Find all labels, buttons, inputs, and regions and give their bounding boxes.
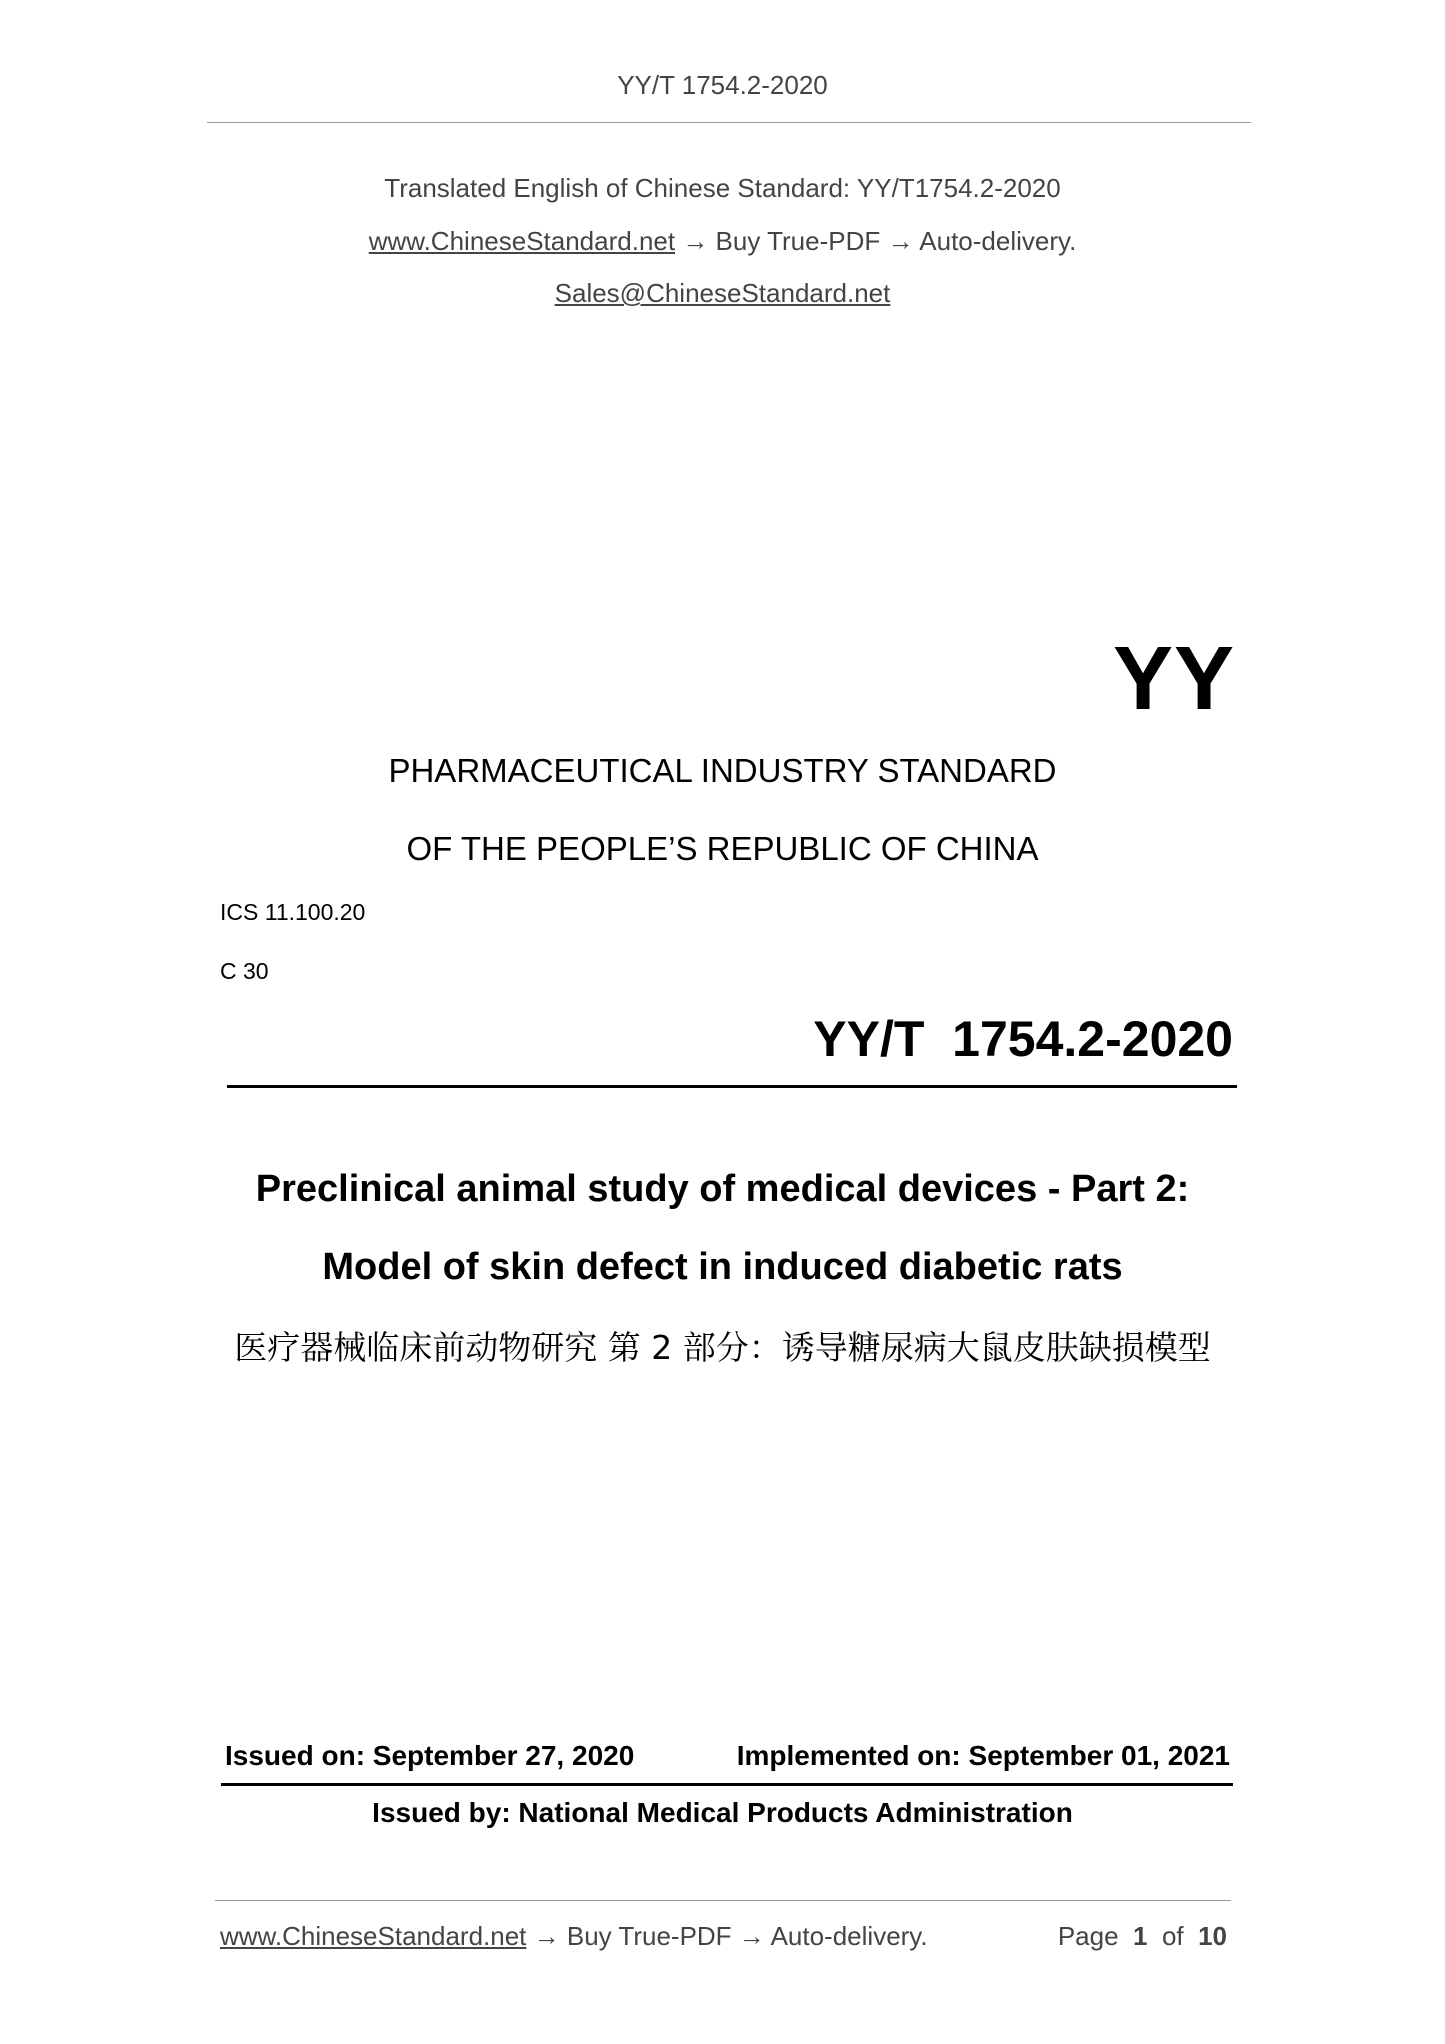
title-english-line-2: Model of skin defect in induced diabetic rats: [322, 1246, 1123, 1288]
issued-on-date: Issued on: September 27, 2020: [225, 1740, 635, 1771]
ics-code: ICS 11.100.20: [220, 899, 366, 925]
ccs-code: C 30: [220, 958, 269, 984]
promo-line: [0, 226, 1445, 257]
title-english-line-1: Preclinical animal study of medical devices - Part 2:: [255, 1168, 1190, 1210]
standard-type-line-1: PHARMACEUTICAL INDUSTRY STANDARD: [388, 752, 1057, 789]
footer-promo: [220, 1921, 928, 1952]
footer-divider: [215, 1900, 1231, 1901]
footer-website-link[interactable]: www.ChineseStandard.net: [220, 1921, 527, 1951]
page-label: Page: [1057, 1921, 1119, 1951]
of-label: of: [1161, 1921, 1184, 1951]
footer-promo-text: → Buy True-PDF → Auto-delivery.: [526, 1921, 928, 1951]
translation-notice: Translated English of Chinese Standard: YY/T1754.2-2020: [384, 173, 1061, 203]
issued-by: Issued by: National Medical Products Administration: [372, 1797, 1073, 1828]
running-header: YY/T 1754.2-2020: [617, 70, 828, 100]
header-divider: [207, 122, 1251, 123]
email-line: [0, 278, 1445, 309]
standard-number: YY/T 1754.2-2020: [813, 1011, 1233, 1067]
standard-number-divider: [227, 1085, 1237, 1088]
industry-mark: YY: [1112, 629, 1235, 729]
standard-type-line-2: OF THE PEOPLE’S REPUBLIC OF CHINA: [406, 830, 1039, 867]
sales-email-link[interactable]: Sales@ChineseStandard.net: [554, 278, 891, 308]
page-total: 10: [1198, 1921, 1227, 1951]
page-number: 1: [1133, 1921, 1148, 1951]
promo-text: → Buy True-PDF → Auto-delivery.: [675, 226, 1077, 256]
title-chinese: 医疗器械临床前动物研究 第 2 部分：诱导糖尿病大鼠皮肤缺损模型: [234, 1328, 1211, 1367]
page-indicator: [1058, 1921, 1227, 1952]
implemented-on-date: Implemented on: September 01, 2021: [736, 1740, 1230, 1771]
issue-divider: [221, 1783, 1233, 1786]
website-link[interactable]: www.ChineseStandard.net: [368, 226, 676, 256]
